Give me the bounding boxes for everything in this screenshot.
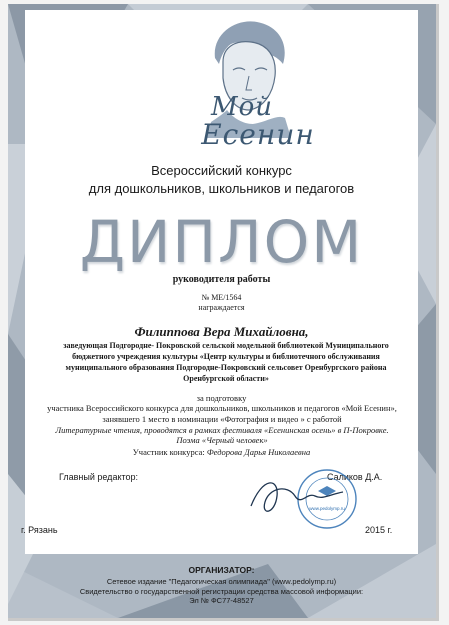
diploma-heading: ДИПЛОМ: [79, 208, 364, 276]
city-label: г. Рязань: [21, 525, 58, 535]
contest-title-line1: Всероссийский конкурс: [151, 163, 292, 178]
member-name: Федорова Дарья Николаевна: [206, 447, 311, 457]
organizer-line1: Сетевое издание "Педагогическая олимпиада" (www.pedolymp.ru): [106, 577, 337, 586]
preparation-label: за подготовку: [196, 393, 247, 403]
chief-editor-label: Главный редактор:: [59, 472, 139, 482]
logo-script-line2: Есенин: [201, 118, 315, 151]
organizer-line3: Эл № ФС77-48527: [189, 596, 254, 605]
contest-member: [25, 447, 418, 457]
organizer-label: ОРГАНИЗАТОР:: [188, 565, 255, 575]
diploma-sheet: [8, 4, 439, 621]
logo-script-line1: Мой: [210, 92, 274, 122]
seal-stamp: [243, 466, 363, 532]
signer-name: Саликов Д.А.: [327, 472, 383, 482]
contest-title-line2: для дошкольников, школьников и педагогов: [88, 181, 355, 196]
role-heading: руководителя работы: [172, 274, 271, 285]
awarded-label: награждается: [198, 303, 245, 312]
diploma-frame: [25, 10, 418, 554]
year-label: 2015 г.: [365, 525, 393, 535]
work-title: Литературные чтения, проводятся в рамках фестиваля «Есенинская осень» в П-Покровке. Поэма «Черный человек»: [55, 425, 389, 445]
organizer-line2: Свидетельство о государственной регистрации средства массовой информации:: [79, 587, 364, 596]
diploma-number: № МЕ/1564: [201, 293, 242, 302]
participant-text: участника Всероссийского конкурса для дошкольников, школьников и педагогов «Мой Есенин», занявшего 1 место в номинации «Фотография и видео » с работой: [47, 403, 397, 424]
recipient-description: заведующая Подгородне- Покровской сельской модельной библиотекой Муниципального бюджетного учреждения культуры «Центр культуры и библиотечного обслуживания муниципального образования Подгородне-Покровский сельсовет Оренбургского района Оренбургской области»: [63, 341, 389, 383]
seal-center-text: www.pedolymp.ru: [309, 506, 345, 511]
member-label: Участник конкурса:: [132, 447, 207, 457]
recipient-name: Филиппова Вера Михайловна,: [134, 324, 309, 339]
